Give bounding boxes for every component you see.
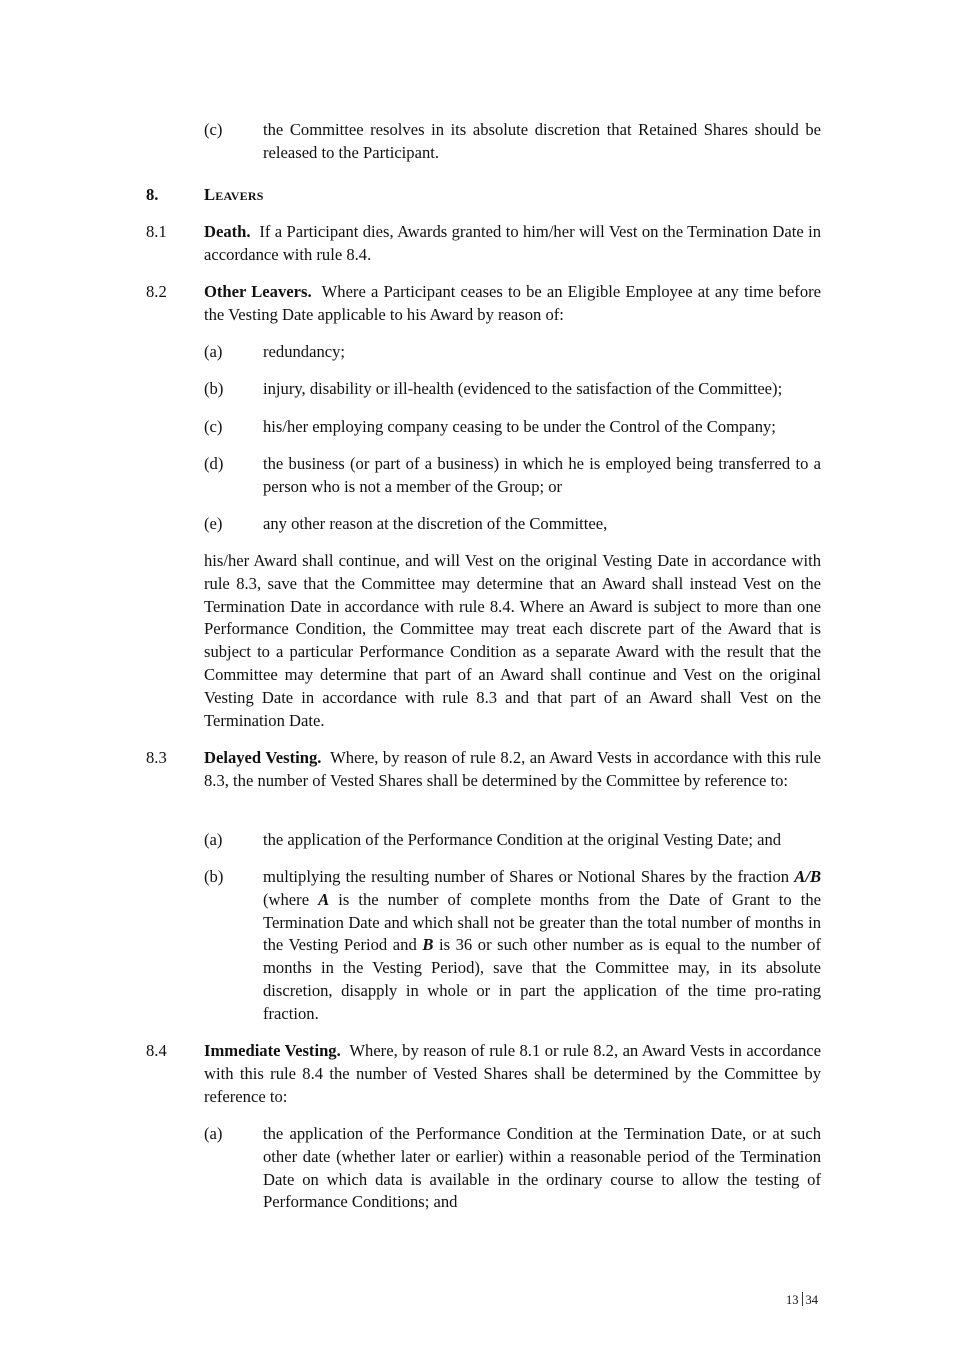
rule-heading: Death. xyxy=(204,222,251,241)
item-text: the business (or part of a business) in which he is employed being transferred to a person who is not a member of the Group; or xyxy=(263,454,821,496)
item-marker: (e) xyxy=(204,514,223,533)
rule-heading: Immediate Vesting. xyxy=(204,1041,341,1060)
paragraph: his/her Award shall continue, and will Vest on the original Vesting Date in accordance with rule 8.3, save that the Committee may determine that an Award shall instead Vest on the Termination Date in accordance with rule 8.4. Where an Award is subject to more than one Performance Condition, the Committee may treat each discrete part of the Award that is subject to a particular Performance Condition as a separate Award with the result that the Committee may determine that part of an Award shall continue and Vest on the original Vesting Date in accordance with rule 8.3 and that part of an Award shall Vest on the Termination Date. xyxy=(204,551,821,730)
rule-number: 8.3 xyxy=(146,748,167,767)
variable-b: B xyxy=(422,935,434,955)
item-marker: (a) xyxy=(204,830,223,849)
text-segment: is the number of complete months from the Date of Grant to the Termination Date and which shall not be greater than the total number of months in the Vesting Period and xyxy=(263,889,822,955)
section-number: 8. xyxy=(146,185,159,204)
item-marker: (b) xyxy=(204,867,224,886)
variable-a: A xyxy=(318,889,330,909)
rule-body xyxy=(204,221,821,267)
item-marker: (c) xyxy=(204,120,223,139)
item-marker: (a) xyxy=(204,1124,223,1143)
rule-text: Where, by reason of rule 8.1 or rule 8.2, an Award Vests in accordance with this rule 8.4 the number of Vested Shares shall be determined by the Committee by reference to: xyxy=(204,1041,822,1106)
item-text: the application of the Performance Condition at the Termination Date, or at such other date (whether later or earlier) within a reasonable period of the Termination Date on which data is available in the ordinary course to allow the testing of Performance Conditions; and xyxy=(263,1124,821,1212)
rule-text: If a Participant dies, Awards granted to him/her will Vest on the Termination Date in accordance with rule 8.4. xyxy=(204,222,821,264)
rule-number: 8.2 xyxy=(146,282,167,301)
rule-heading: Delayed Vesting. xyxy=(204,748,322,767)
text-segment: (where xyxy=(263,889,310,909)
rule-body xyxy=(204,747,821,793)
rule-number: 8.4 xyxy=(146,1041,167,1060)
page-separator xyxy=(802,1292,803,1306)
item-marker: (c) xyxy=(204,417,223,436)
item-text: injury, disability or ill-health (evidenced to the satisfaction of the Committee); xyxy=(263,379,783,398)
item-marker: (b) xyxy=(204,379,224,398)
page-number xyxy=(786,1292,818,1308)
item-text: any other reason at the discretion of the Committee, xyxy=(263,514,608,533)
rule-text: Where a Participant ceases to be an Eligible Employee at any time before the Vesting Date applicable to his Award by reason of: xyxy=(204,282,822,324)
rule-text: Where, by reason of rule 8.2, an Award Vests in accordance with this rule 8.3, the number of Vested Shares shall be determined by the Committee by reference to: xyxy=(204,748,822,790)
item-text: redundancy; xyxy=(263,342,346,361)
text-segment: is 36 or such other number as is equal to the number of months in the Vesting Period), save that the Committee may, in its absolute discretion, disapply in whole or in part the application of the time pro-rating fraction. xyxy=(263,935,822,1023)
item-text: his/her employing company ceasing to be under the Control of the Company; xyxy=(263,417,776,436)
current-page: 13 xyxy=(786,1293,799,1307)
rule-body xyxy=(204,281,821,327)
fraction: A/B xyxy=(794,867,822,886)
item-text xyxy=(263,866,821,1026)
item-text: the application of the Performance Condition at the original Vesting Date; and xyxy=(263,830,782,849)
item-marker: (a) xyxy=(204,342,223,361)
item-marker: (d) xyxy=(204,454,224,473)
item-text: the Committee resolves in its absolute discretion that Retained Shares should be released to the Participant. xyxy=(263,120,821,162)
section-title: Leavers xyxy=(204,185,264,204)
total-pages: 34 xyxy=(805,1293,818,1307)
rule-number: 8.1 xyxy=(146,222,167,241)
rule-body xyxy=(204,1040,821,1108)
rule-heading: Other Leavers. xyxy=(204,282,312,301)
text-segment: multiplying the resulting number of Shares or Notional Shares by the fraction xyxy=(263,867,790,886)
